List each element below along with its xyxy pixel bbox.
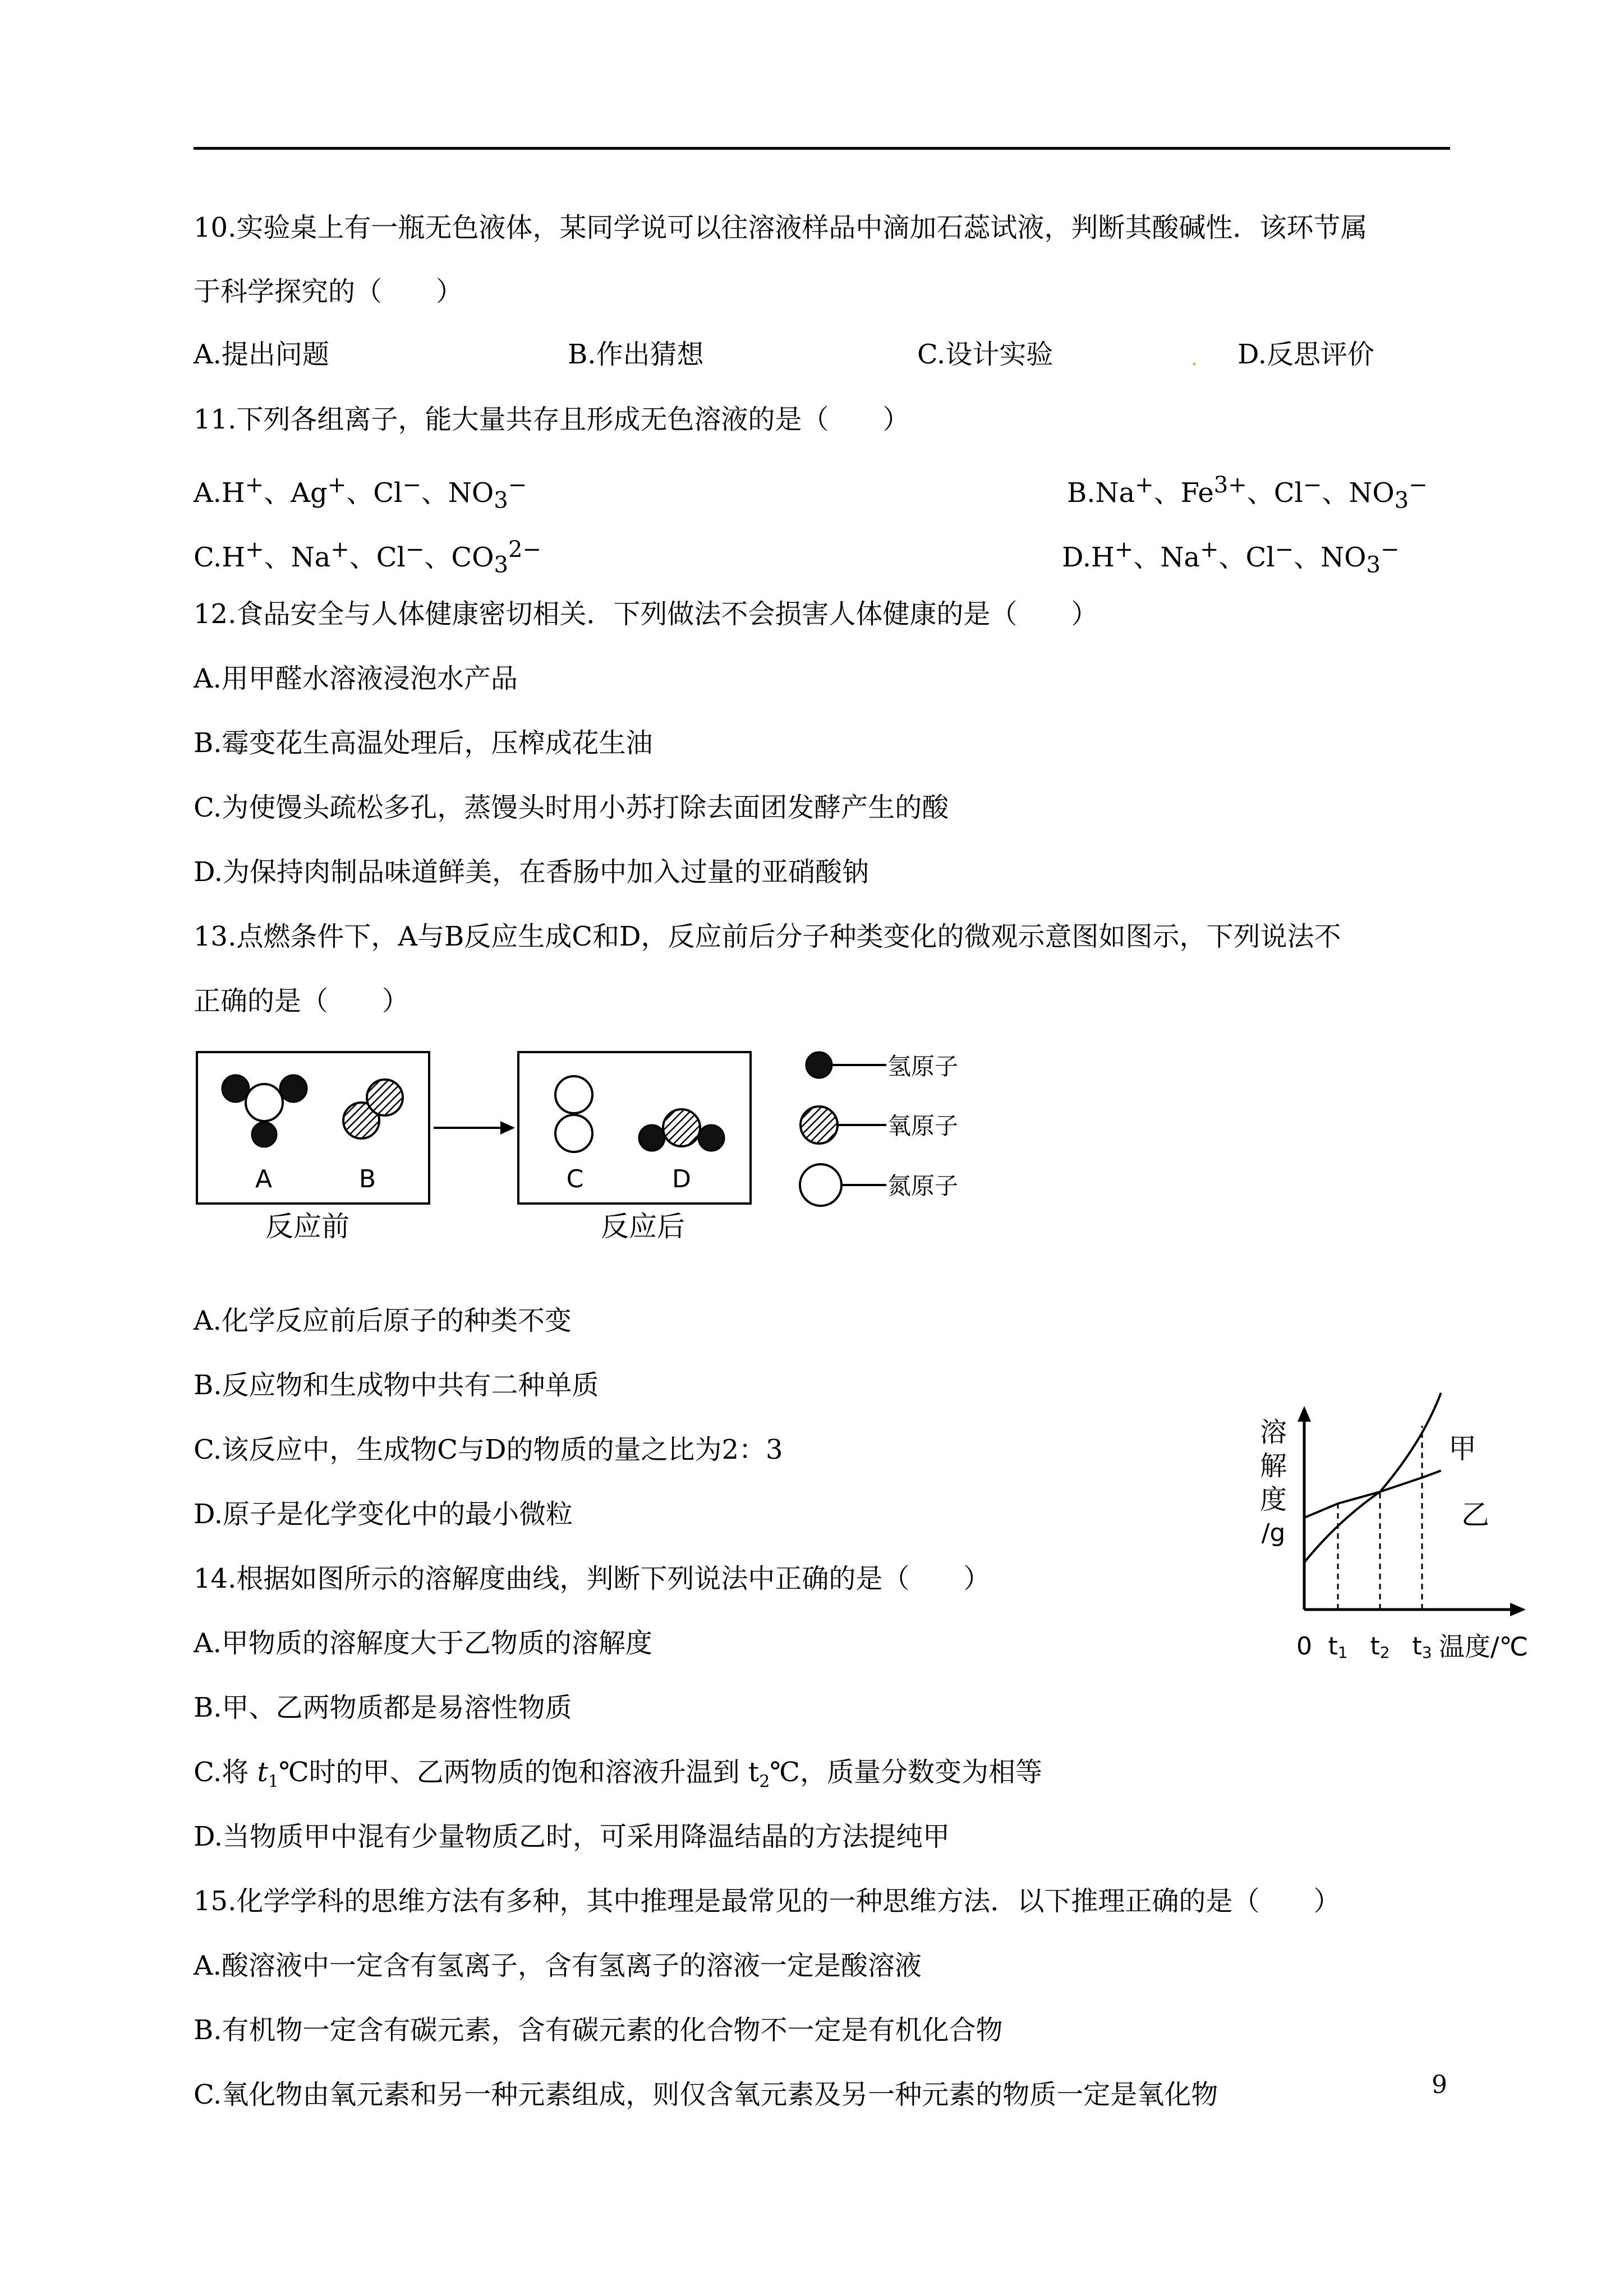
q13-stem-line2: 正确的是（ ） <box>194 985 410 1017</box>
q10-stem-line1: 10.实验桌上有一瓶无色液体，某同学说可以往溶液样品中滴加石蕊试液，判断其酸碱性．该环节属 <box>194 212 1368 243</box>
q14-option-b: B.甲、乙两物质都是易溶性物质 <box>194 1692 572 1723</box>
y-label-1: 溶 <box>1259 1417 1287 1448</box>
x-tick-t1: t1 <box>1328 1632 1348 1662</box>
y-axis <box>1298 1406 1311 1610</box>
molecule-b <box>343 1080 403 1138</box>
label-before: 反应前 <box>265 1210 349 1243</box>
series-label-yi: 乙 <box>1461 1499 1489 1531</box>
legend-nitrogen <box>800 1164 958 1206</box>
svg-text:氧原子: 氧原子 <box>887 1112 959 1140</box>
q10-option-a: A.提出问题 <box>194 339 329 370</box>
q12-option-c: C.为使馒头疏松多孔，蒸馒头时用小苏打除去面团发酵产生的酸 <box>194 792 949 823</box>
y-label-2: 解 <box>1259 1450 1287 1482</box>
q11-option-b: B.Na+、$Fe^{3+}$、Cl−、$NO_3^-$ <box>1067 472 1428 514</box>
molecule-a <box>222 1075 307 1147</box>
label-b: B <box>358 1165 376 1193</box>
curve-yi <box>1304 1470 1441 1518</box>
q11-stem: 11.下列各组离子，能大量共存且形成无色溶液的是（ ） <box>194 404 910 435</box>
q14-option-d: D.当物质甲中混有少量物质乙时，可采用降温结晶的方法提纯甲 <box>194 1821 950 1852</box>
x-tick-t2: t2 <box>1370 1632 1390 1662</box>
label-a: A <box>255 1165 273 1193</box>
q12-option-a: A.用甲醛水溶液浸泡水产品 <box>194 663 518 694</box>
q10-option-c: C.设计实验 <box>917 339 1053 370</box>
q13-option-d: D.原子是化学变化中的最小微粒 <box>194 1499 573 1530</box>
q10-stem-line2: 于科学探究的（ ） <box>194 276 463 307</box>
q15-option-a: A.酸溶液中一定含有氢离子，含有氢离子的溶液一定是酸溶液 <box>194 1950 922 1981</box>
x-axis-label: 温度/℃ <box>1439 1631 1529 1662</box>
reaction-diagram <box>191 1038 987 1251</box>
svg-text:氢原子: 氢原子 <box>887 1053 959 1080</box>
legend-hydrogen <box>806 1052 958 1080</box>
label-c: C <box>566 1165 584 1193</box>
solubility-chart <box>1245 1391 1543 1682</box>
q14-option-a: A.甲物质的溶解度大于乙物质的溶解度 <box>194 1628 652 1659</box>
q11-option-a: A.H+、Ag+、Cl−、$NO_3^-$ <box>194 472 527 514</box>
molecule-d <box>639 1109 724 1151</box>
q11-option-d: D.H+、Na+、Cl−、$NO_3^-$ <box>1062 537 1400 578</box>
q13-option-c: C.该反应中，生成物C与D的物质的量之比为2：3 <box>194 1434 783 1465</box>
decorative-dot <box>1193 362 1196 366</box>
q14-option-c: C.将 $t_1℃$时的甲、乙两物质的饱和溶液升温到 $t_2℃$，质量分数变为相等 <box>194 1756 1042 1792</box>
q12-stem: 12.食品安全与人体健康密切相关．下列做法不会损害人体健康的是（ ） <box>194 598 1098 630</box>
q12-option-d: D.为保持肉制品味道鲜美，在香肠中加入过量的亚硝酸钠 <box>194 856 869 888</box>
q13-stem-line1: 13.点燃条件下，A与B反应生成C和D，反应前后分子种类变化的微观示意图如图示，下列说法不 <box>194 921 1341 952</box>
label-d: D <box>672 1165 691 1193</box>
q13-option-a: A.化学反应前后原子的种类不变 <box>194 1305 572 1336</box>
q12-option-b: B.霉变花生高温处理后，压榨成花生油 <box>194 727 653 759</box>
y-label-3: 度 <box>1259 1484 1287 1515</box>
q15-stem: 15.化学学科的思维方法有多种，其中推理是最常见的一种思维方法．以下推理正确的是（ ） <box>194 1885 1341 1917</box>
x-tick-0: 0 <box>1296 1632 1312 1661</box>
molecule-c <box>555 1076 592 1152</box>
legend-oxygen <box>801 1106 958 1144</box>
q15-option-b: B.有机物一定含有碳元素，含有碳元素的化合物不一定是有机化合物 <box>194 2014 1003 2046</box>
q10-option-b: B.作出猜想 <box>568 339 704 370</box>
header-rule <box>194 147 1450 150</box>
q14-stem: 14.根据如图所示的溶解度曲线，判断下列说法中正确的是（ ） <box>194 1563 991 1594</box>
label-after: 反应后 <box>601 1210 685 1243</box>
x-tick-t3: t3 <box>1412 1632 1432 1662</box>
series-label-jia: 甲 <box>1448 1432 1476 1465</box>
page-number: 9 <box>1432 2071 1447 2099</box>
q13-option-b: B.反应物和生成物中共有二种单质 <box>194 1370 599 1401</box>
y-label-4: /g <box>1261 1519 1286 1547</box>
arrow-icon <box>434 1121 515 1135</box>
q10-option-d: D.反思评价 <box>1237 339 1375 370</box>
svg-text:氮原子: 氮原子 <box>887 1172 959 1200</box>
q15-option-c: C.氧化物由氧元素和另一种元素组成，则仅含氧元素及另一种元素的物质一定是氧化物 <box>194 2079 1218 2110</box>
q11-option-c: C.H+、Na+、Cl−、$CO_3^{2-}$ <box>194 537 541 578</box>
